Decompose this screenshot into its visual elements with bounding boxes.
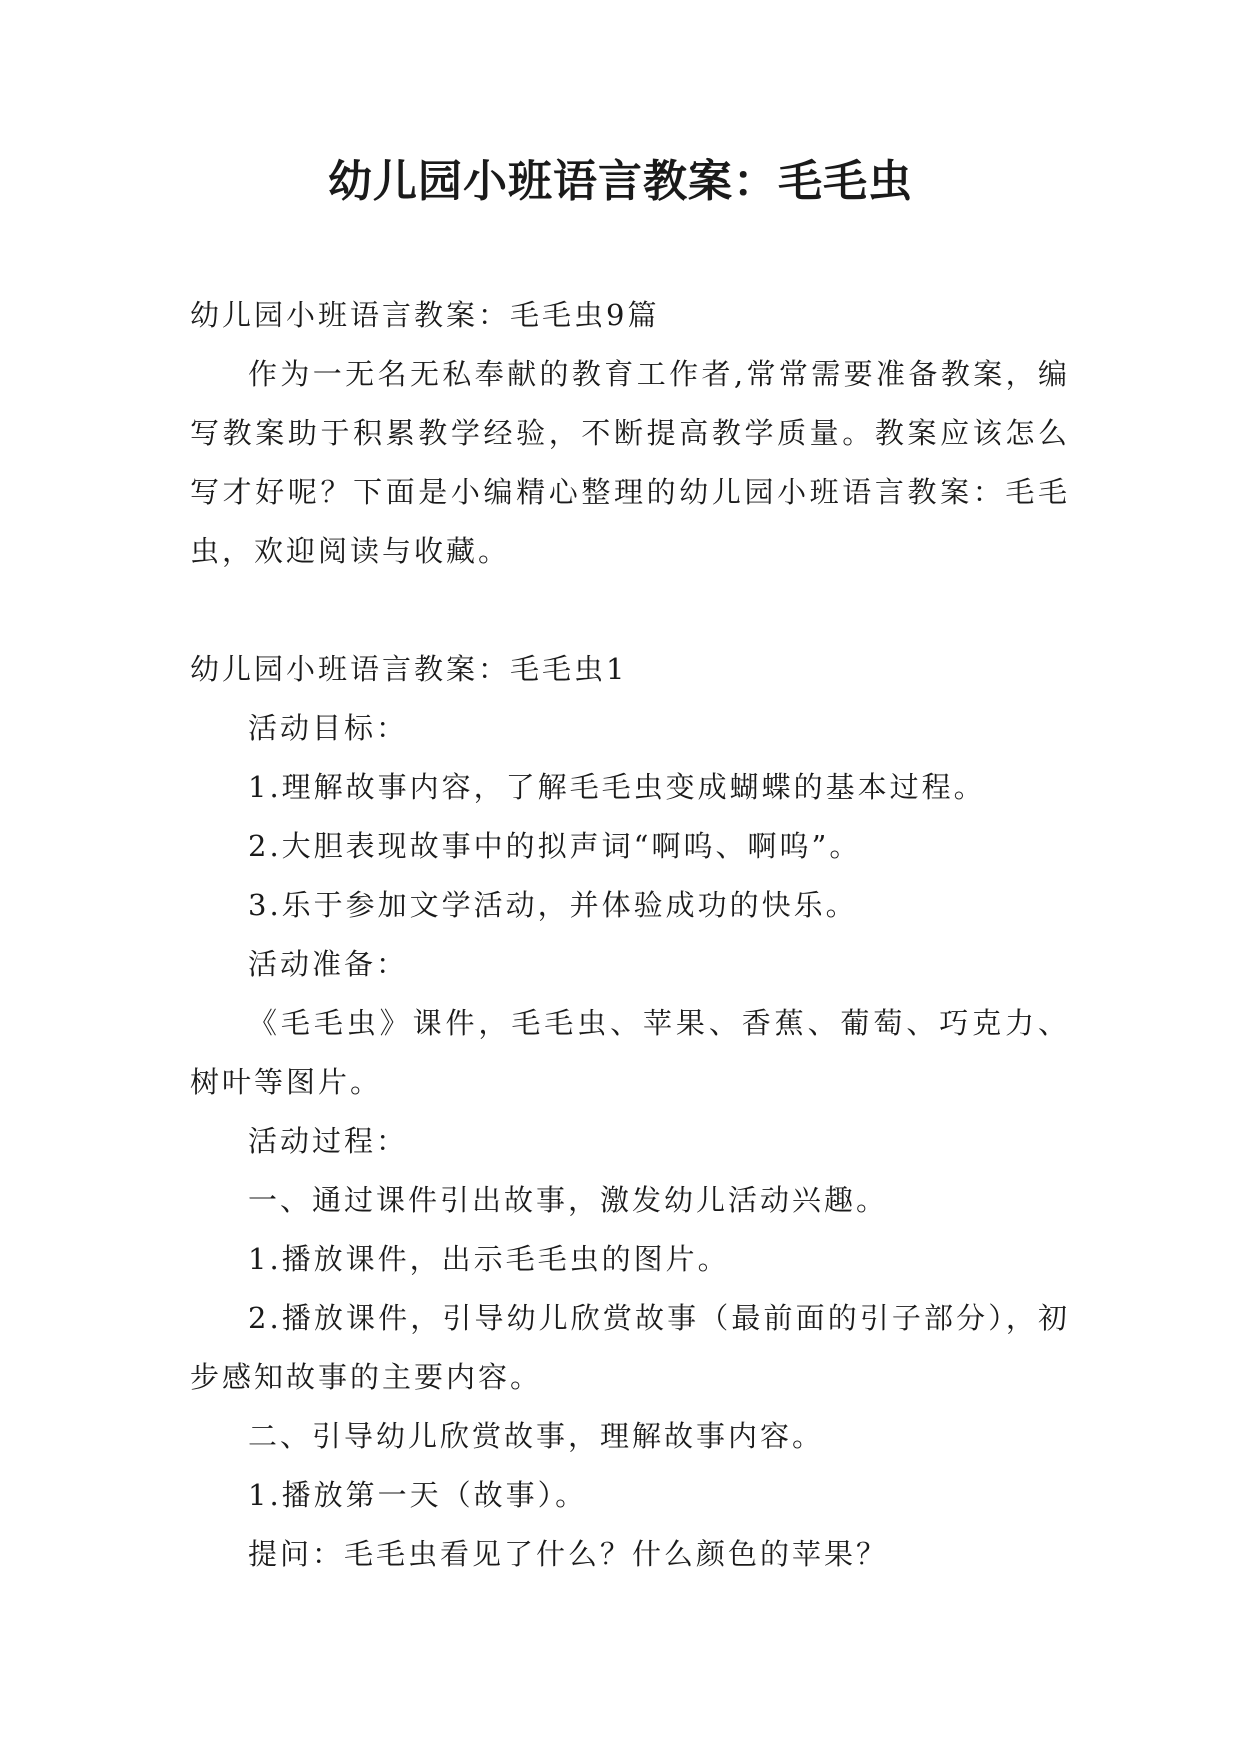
goals-label: 活动目标： [248, 711, 409, 745]
paragraph-gap [190, 581, 1070, 640]
subtitle: 幼儿园小班语言教案：毛毛虫9篇 [190, 298, 660, 332]
process-step: 二、引导幼儿欣赏故事，理解故事内容。 [248, 1419, 825, 1453]
goal-item: 2.大胆表现故事中的拟声词“啊呜、啊呜”。 [248, 829, 862, 863]
process-label: 活动过程： [248, 1124, 409, 1158]
goal-item: 3.乐于参加文学活动，并体验成功的快乐。 [248, 888, 858, 922]
process-substep: 1.播放第一天（故事）。 [248, 1478, 588, 1512]
intro-paragraph: 作为一无名无私奉献的教育工作者,常常需要准备教案，编写教案助于积累教学经验，不断提高教学质量。教案应该怎么写才好呢？下面是小编精心整理的幼儿园小班语言教案：毛毛虫，欢迎阅读与收藏。 [190, 357, 1070, 568]
prep-text: 《毛毛虫》课件，毛毛虫、苹果、香蕉、葡萄、巧克力、树叶等图片。 [190, 1006, 1070, 1099]
prep-label: 活动准备： [248, 947, 409, 981]
goal-item: 1.理解故事内容，了解毛毛虫变成蝴蝶的基本过程。 [248, 770, 986, 804]
process-substep: 2.播放课件，引导幼儿欣赏故事（最前面的引子部分），初步感知故事的主要内容。 [190, 1301, 1070, 1394]
document-body [190, 286, 1070, 1584]
process-substep: 1.播放课件，出示毛毛虫的图片。 [248, 1242, 730, 1276]
document-title: 幼儿园小班语言教案：毛毛虫 [328, 156, 913, 207]
question-text: 提问：毛毛虫看见了什么？什么颜色的苹果？ [248, 1537, 889, 1571]
process-step: 一、通过课件引出故事，激发幼儿活动兴趣。 [248, 1183, 889, 1217]
section-heading: 幼儿园小班语言教案：毛毛虫1 [190, 652, 628, 686]
